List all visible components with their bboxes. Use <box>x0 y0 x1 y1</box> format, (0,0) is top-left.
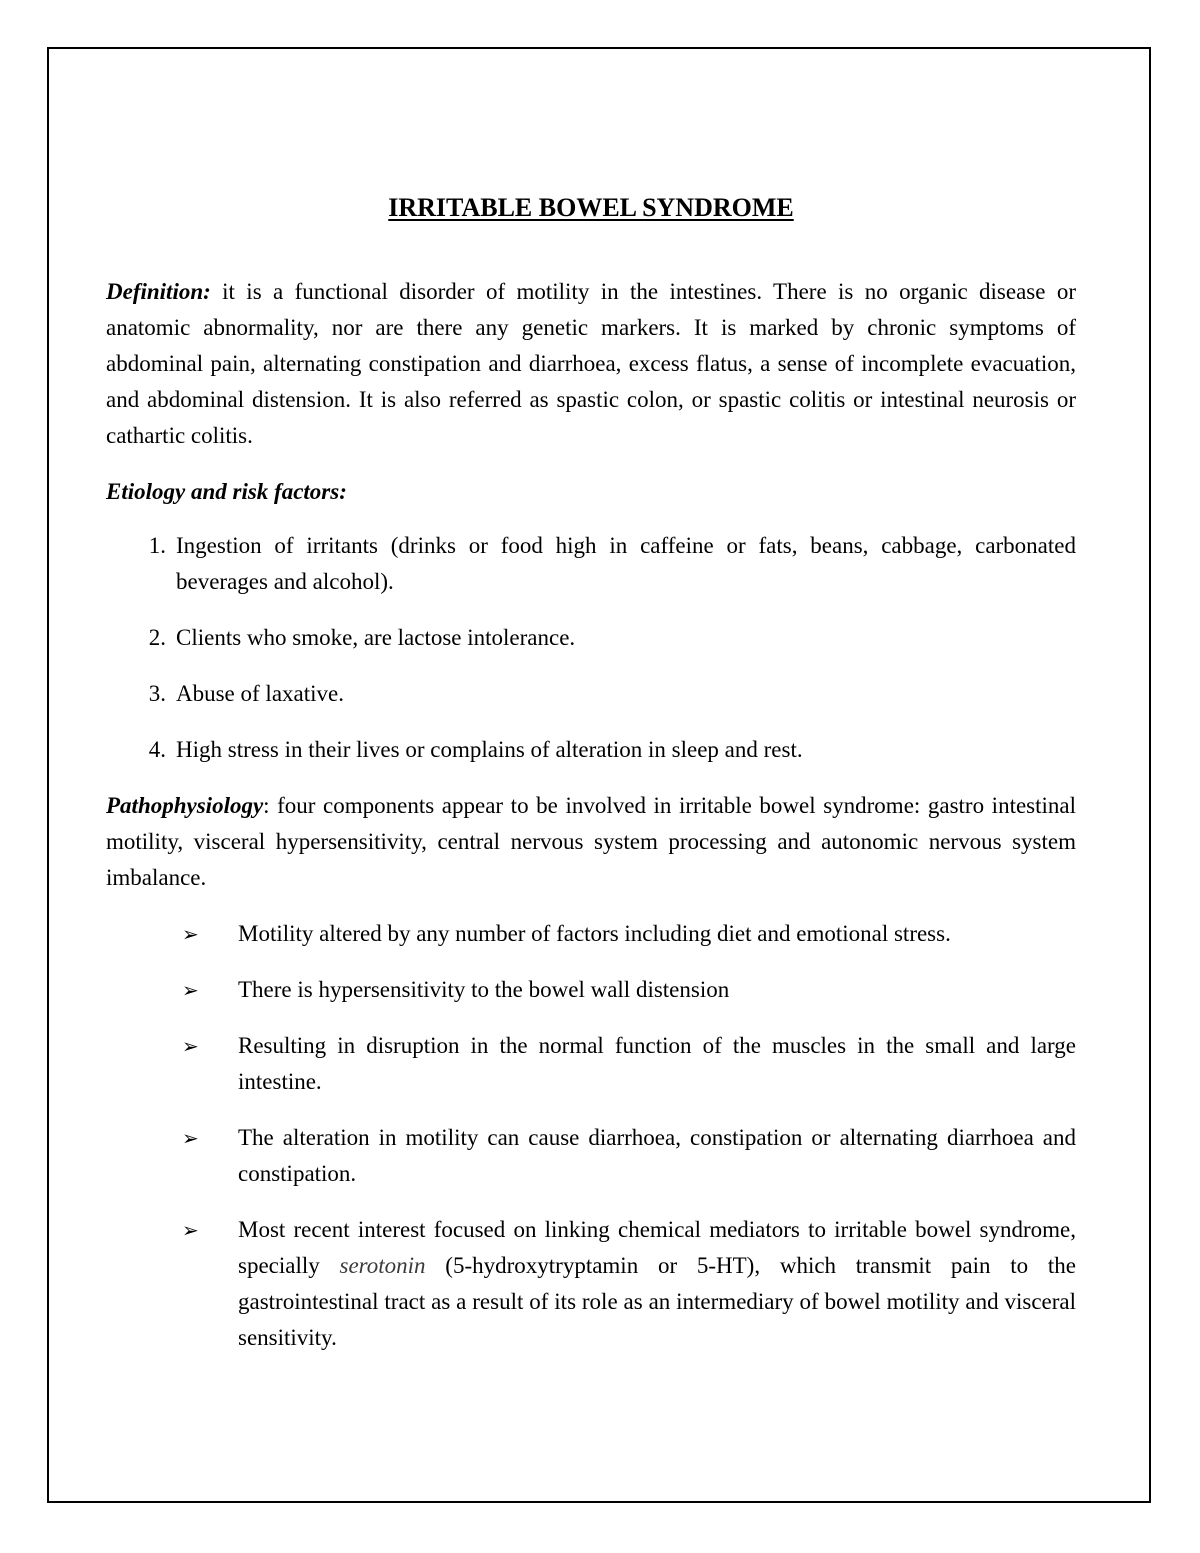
pathophysiology-paragraph <box>106 788 1076 896</box>
definition-text: it is a functional disorder of motility in the intestines. There is no organic disease or anatomic abnormality, nor are there any genetic markers. It is marked by chronic symptoms of abdominal pain, alternating constipation and diarrhoea, excess flatus, a sense of incomplete evacuation, and abdominal distension. It is also referred as spastic colon, or spastic colitis or intestinal neurosis or cathartic colitis. <box>106 279 1076 448</box>
arrow-bullet-icon: ➢ <box>182 978 199 1002</box>
list-item <box>106 732 1076 768</box>
bullet-text: The alteration in motility can cause diarrhoea, constipation or alternating diarrhoea and constipation. <box>238 1125 1076 1186</box>
bullet-text: Motility altered by any number of factors including diet and emotional stress. <box>238 921 951 946</box>
definition-label: Definition: <box>106 279 211 304</box>
etiology-heading-label: Etiology and risk factors: <box>106 479 347 504</box>
definition-paragraph <box>106 274 1076 454</box>
document-body <box>106 190 1076 1376</box>
list-number: 2. <box>148 625 166 650</box>
bullet-item <box>106 1120 1076 1192</box>
bullet-text-after: (5-hydroxytryptamin or 5-HT), which transmit pain to the gastrointestinal tract as a result of its role as an intermediary of bowel motility and visceral sensitivity. <box>238 1253 1077 1350</box>
list-item-text: Ingestion of irritants (drinks or food high in caffeine or fats, beans, cabbage, carbonated beverages and alcohol). <box>176 533 1076 594</box>
bullet-item <box>106 972 1076 1008</box>
arrow-bullet-icon: ➢ <box>182 1034 199 1058</box>
list-item-text: Clients who smoke, are lactose intolerance. <box>176 625 576 650</box>
pathophysiology-bullets <box>106 916 1076 1356</box>
arrow-bullet-icon: ➢ <box>182 1218 199 1242</box>
etiology-list <box>106 528 1076 768</box>
serotonin-term: serotonin <box>339 1253 426 1278</box>
etiology-heading <box>106 474 1076 510</box>
list-number: 1. <box>148 533 166 558</box>
list-item <box>106 528 1076 600</box>
arrow-bullet-icon: ➢ <box>182 922 199 946</box>
bullet-item <box>106 916 1076 952</box>
bullet-text: There is hypersensitivity to the bowel wall distension <box>238 977 730 1002</box>
bullet-text <box>238 1212 1076 1356</box>
list-number: 3. <box>148 681 166 706</box>
arrow-bullet-icon: ➢ <box>182 1126 199 1150</box>
bullet-text-before: Most recent interest focused on linking chemical mediators to irritable bowel syndrome, specially <box>238 1217 1076 1278</box>
list-number: 4. <box>148 737 166 762</box>
pathophysiology-label: Pathophysiology <box>106 793 264 818</box>
document-title: IRRITABLE BOWEL SYNDROME <box>388 193 794 222</box>
pathophysiology-text: : four components appear to be involved in irritable bowel syndrome: gastro intestinal motility, visceral hypersensitivity, central nervous system processing and autonomic nervous system imbalance. <box>106 793 1076 890</box>
list-item-text: High stress in their lives or complains of alteration in sleep and rest. <box>176 737 803 762</box>
list-item <box>106 676 1076 712</box>
bullet-text: Resulting in disruption in the normal function of the muscles in the small and large intestine. <box>238 1033 1076 1094</box>
list-item <box>106 620 1076 656</box>
bullet-item <box>106 1028 1076 1100</box>
bullet-item <box>106 1212 1076 1356</box>
list-item-text: Abuse of laxative. <box>176 681 344 706</box>
